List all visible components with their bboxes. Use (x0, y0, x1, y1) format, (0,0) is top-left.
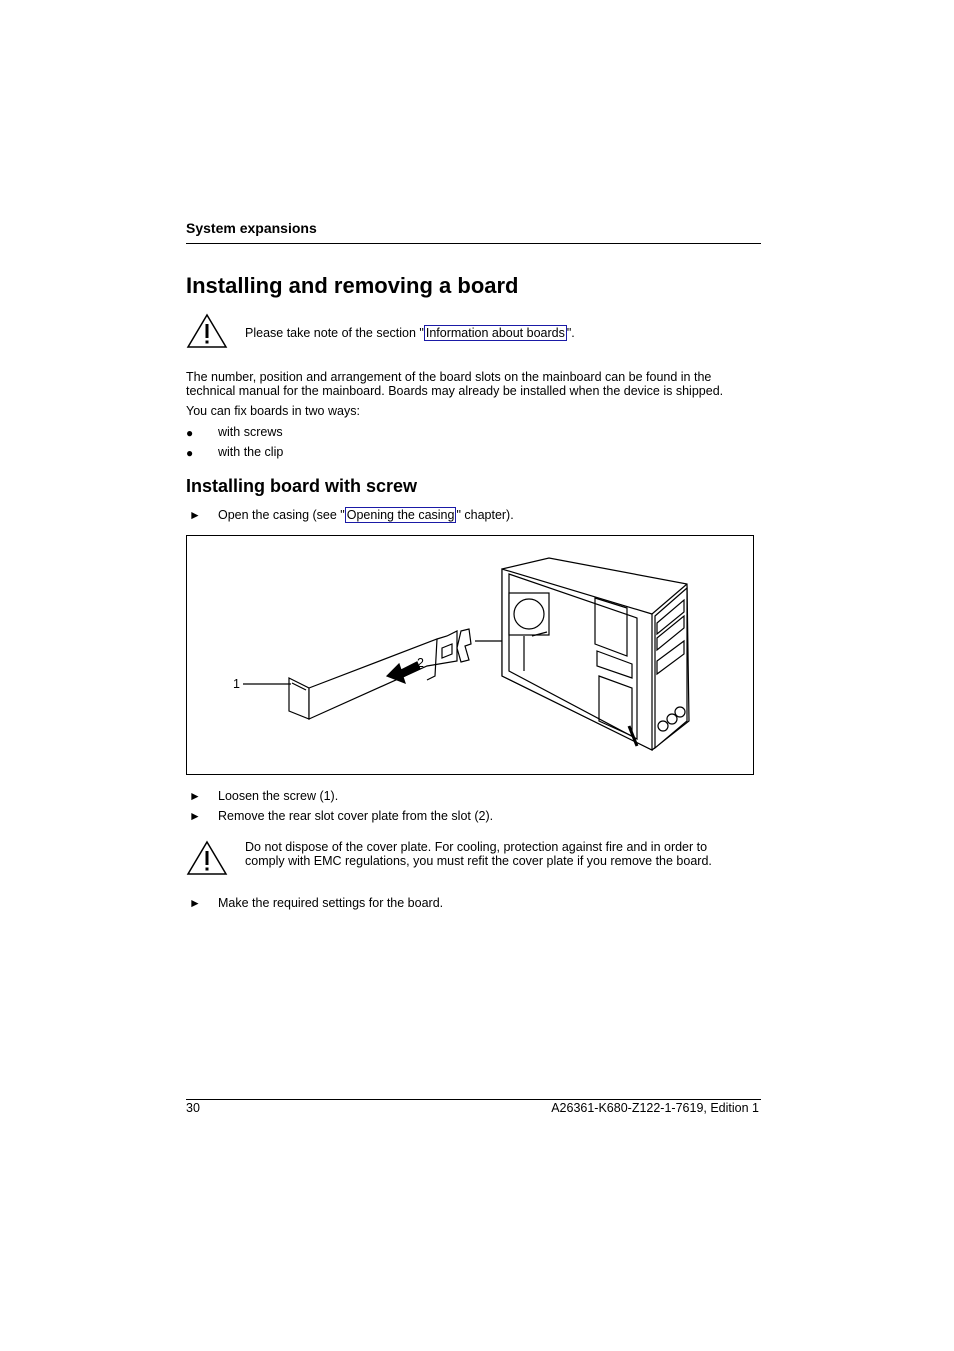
slot-clip (457, 629, 471, 662)
link-opening-the-casing[interactable]: Opening the casing (346, 508, 455, 522)
document-id: A26361-K680-Z122-1-7619, Edition 1 (551, 1101, 759, 1115)
subheading: Installing board with screw (186, 476, 418, 496)
callout-label-2: 2 (417, 656, 424, 670)
fix-ways-intro: You can fix boards in two ways: (186, 404, 360, 418)
warning-icon (186, 840, 228, 876)
step-open-casing: Open the casing (see " Opening the casing " chapter). (218, 508, 514, 522)
list-item: with screws (218, 425, 283, 439)
list-item: with the clip (218, 445, 284, 459)
bullet-dot-icon: ● (186, 426, 194, 440)
section-header: System expansions (186, 220, 317, 236)
tower-case (502, 558, 689, 750)
warning-icon (186, 313, 228, 349)
step-loosen-screw: Loosen the screw (1). (218, 789, 339, 803)
header-rule (186, 243, 761, 244)
intro-paragraph: The number, position and arrangement of the board slots on the mainboard can be found in the technical manual for the mainboard. Boards may already be installed when the device is shipped. (186, 370, 724, 398)
figure-frame (186, 535, 754, 775)
warning-cover-plate: Do not dispose of the cover plate. For cooling, protection against fire and in order to comply with EMC regulations, you must refit the cover plate if you remove the board. (245, 840, 712, 868)
page-number: 30 (186, 1101, 200, 1115)
footer-rule (186, 1099, 761, 1100)
bullet-dot-icon: ● (186, 446, 194, 460)
board-removal-illustration (187, 536, 753, 774)
slot-cover-plate (289, 631, 457, 719)
step-arrow-icon: ► (189, 789, 201, 803)
step-required-settings: Make the required settings for the board. (218, 896, 444, 910)
link-information-about-boards[interactable]: Information about boards (425, 326, 565, 340)
step-arrow-icon: ► (189, 896, 201, 910)
page-title: Installing and removing a board (186, 273, 519, 298)
step-arrow-icon: ► (189, 508, 201, 522)
step-remove-plate: Remove the rear slot cover plate from the slot (2). (218, 809, 494, 823)
callout-label-1: 1 (233, 677, 240, 691)
step-arrow-icon: ► (189, 809, 201, 823)
warning-note: Please take note of the section " Information about boards ". (245, 326, 575, 340)
